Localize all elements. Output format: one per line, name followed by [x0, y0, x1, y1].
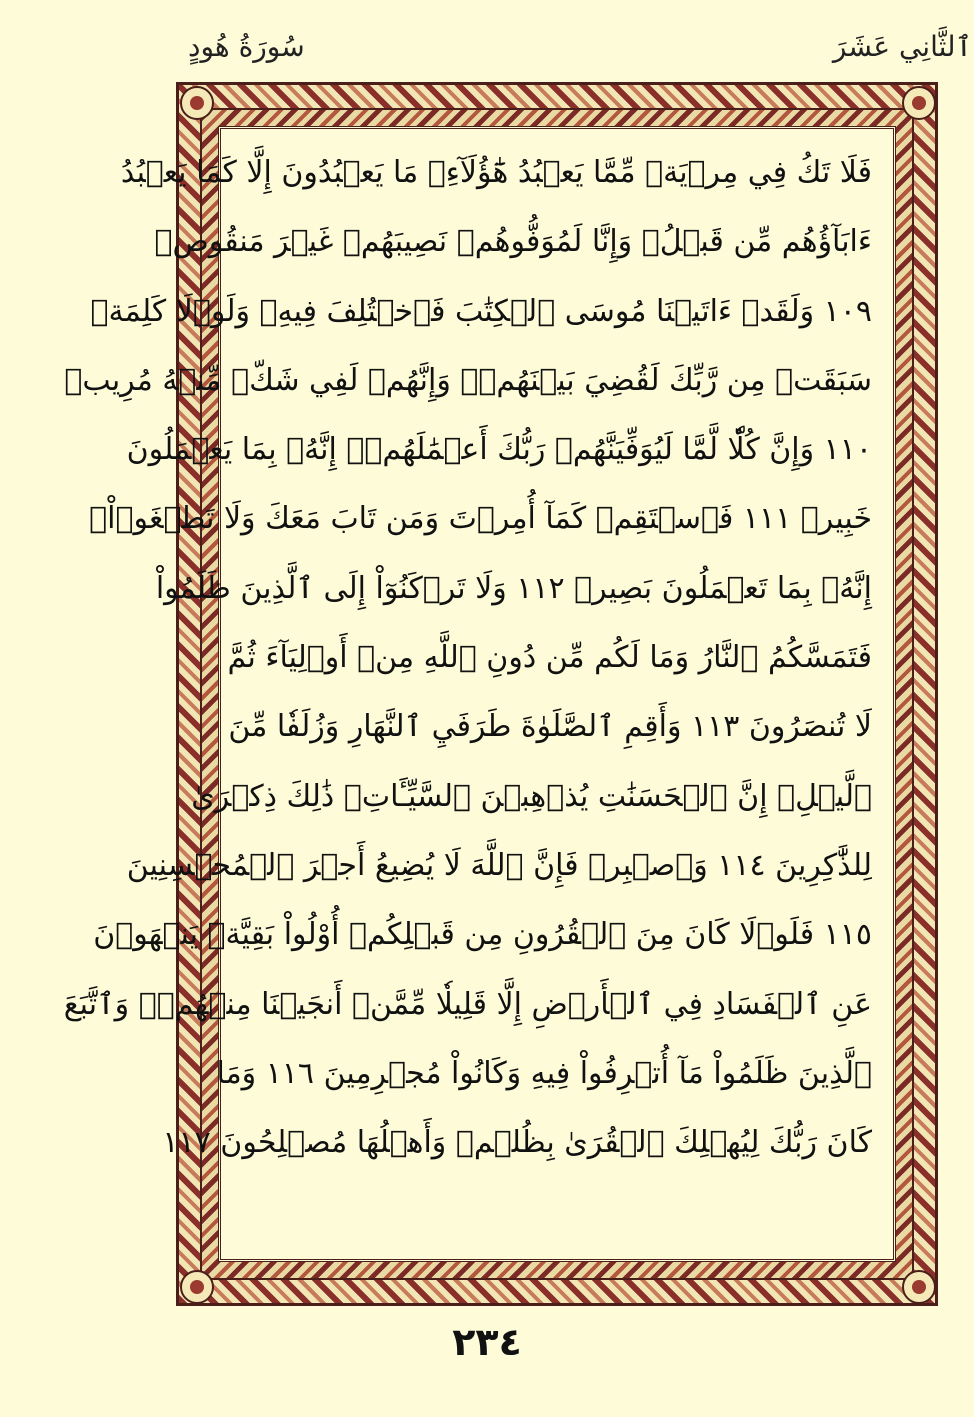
text-line: فَلَا تَكُ فِي مِرۡيَةٖ مِّمَّا يَعۡبُدُ هَٰٓؤُلَآءِۚ مَا يَعۡبُدُونَ إِلَّا كَمَا يَعۡبُدُ: [120, 155, 872, 190]
quran-text: [63, 138, 872, 1248]
surah-title: سُورَةُ هُودٍ: [188, 30, 305, 63]
page-number: ٢٣٤: [452, 1320, 522, 1364]
text-line: ١٠٩ وَلَقَدۡ ءَاتَيۡنَا مُوسَى ٱلۡكِتَٰبَ فَٱخۡتُلِفَ فِيهِۚ وَلَوۡلَا كَلِمَةٞ: [90, 293, 872, 329]
juz-title: ٱلثَّانِي عَشَرَ: [832, 30, 972, 63]
text-line: لَا تُنصَرُونَ ١١٣ وَأَقِمِ ٱلصَّلَوٰةَ طَرَفَيِ ٱلنَّهَارِ وَزُلَفٗا مِّنَ: [228, 709, 872, 745]
text-line: لِلذَّٰكِرِينَ ١١٤ وَٱصۡبِرۡ فَإِنَّ ٱللَّهَ لَا يُضِيعُ أَجۡرَ ٱلۡمُحۡسِنِينَ: [126, 847, 872, 883]
text-line: فَتَمَسَّكُمُ ٱلنَّارُ وَمَا لَكُم مِّن دُونِ ٱللَّهِ مِنۡ أَوۡلِيَآءَ ثُمَّ: [227, 640, 872, 676]
text-line: ٱلَّذِينَ ظَلَمُواْ مَآ أُتۡرِفُواْ فِيهِ وَكَانُواْ مُجۡرِمِينَ ١١٦ وَمَا: [216, 1055, 872, 1091]
text-line: ءَابَآؤُهُم مِّن قَبۡلُۚ وَإِنَّا لَمُوَفُّوهُمۡ نَصِيبَهُمۡ غَيۡرَ مَنقُوصٖ: [154, 224, 872, 260]
corner-ornament-icon: [180, 1270, 214, 1304]
text-line: عَنِ ٱلۡفَسَادِ فِي ٱلۡأَرۡضِ إِلَّا قَلِيلٗا مِّمَّنۡ أَنجَيۡنَا مِنۡهُمۡۗ وَٱتَّبَعَ: [63, 986, 872, 1022]
corner-ornament-icon: [902, 86, 936, 120]
text-line: ١١٥ فَلَوۡلَا كَانَ مِنَ ٱلۡقُرُونِ مِن قَبۡلِكُمۡ أُوْلُواْ بَقِيَّةٖ يَنۡهَوۡنَ: [93, 917, 872, 953]
corner-ornament-icon: [180, 86, 214, 120]
text-line: ٱلَّيۡلِۚ إِنَّ ٱلۡحَسَنَٰتِ يُذۡهِبۡنَ ٱلسَّيِّـَٔاتِۚ ذَٰلِكَ ذِكۡرَىٰ: [191, 778, 872, 814]
text-line: خَبِيرٞ ١١١ فَٱسۡتَقِمۡ كَمَآ أُمِرۡتَ وَمَن تَابَ مَعَكَ وَلَا تَطۡغَوۡاْۚ: [89, 501, 872, 537]
text-line: إِنَّهُۥ بِمَا تَعۡمَلُونَ بَصِيرٞ ١١٢ وَلَا تَرۡكَنُوٓاْ إِلَى ٱلَّذِينَ ظَلَمُواْ: [155, 570, 872, 606]
text-line: سَبَقَتۡ مِن رَّبِّكَ لَقُضِيَ بَيۡنَهُمۡۚ وَإِنَّهُمۡ لَفِي شَكّٖ مِّنۡهُ مُرِيبٖ: [64, 362, 872, 398]
text-line: ١١٠ وَإِنَّ كُلّٗا لَّمَّا لَيُوَفِّيَنَّهُمۡ رَبُّكَ أَعۡمَٰلَهُمۡۚ إِنَّهُۥ بِمَا يَعۡمَلُونَ: [126, 432, 872, 468]
corner-ornament-icon: [902, 1270, 936, 1304]
text-line: كَانَ رَبُّكَ لِيُهۡلِكَ ٱلۡقُرَىٰ بِظُلۡمٖ وَأَهۡلُهَا مُصۡلِحُونَ ١١٧: [162, 1125, 872, 1161]
